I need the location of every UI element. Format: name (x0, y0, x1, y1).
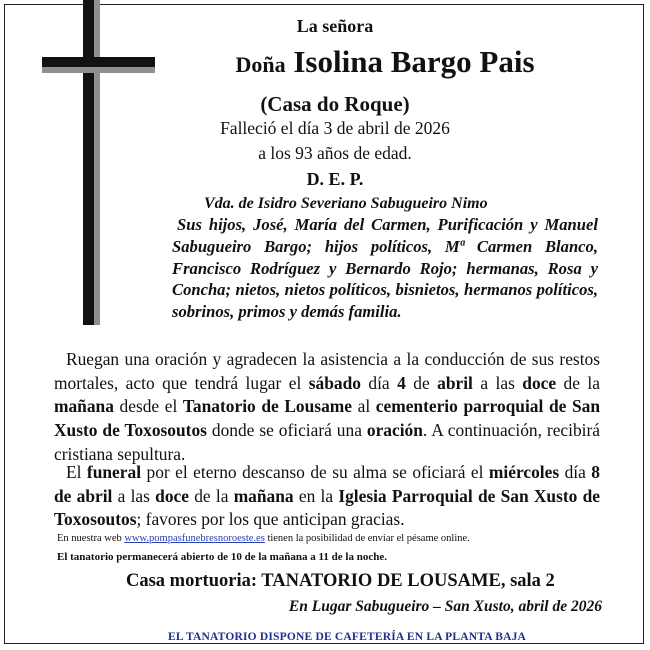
web-notice: En nuestra web www.pompasfunebresnoroeste.es tienen la posibilidad de enviar el pésame online. (57, 533, 470, 544)
death-date: Falleció el día 3 de abril de 2026 (220, 118, 450, 138)
age-line: a los 93 años de edad. (258, 143, 412, 163)
conduction-paragraph: Ruegan una oración y agradecen la asistencia a la conducción de sus restos mortales, acto que tendrá lugar el sábado día 4 de abril a las doce de la mañana desde el Tanatorio de Lousame al cementerio parroquial de San Xusto de Toxosoutos donde se oficiará una oración. A continuación, recibirá cristiana sepultura. (54, 349, 600, 464)
place-date: En Lugar Sabugueiro – San Xusto, abril de 2026 (288, 598, 602, 615)
website-link[interactable]: www.pompasfunebresnoroeste.es (124, 533, 265, 544)
title-prefix: Doña (235, 52, 286, 77)
full-name: Isolina Bargo Pais (293, 44, 535, 79)
deceased-name (150, 44, 620, 80)
funeral-paragraph: El funeral por el eterno descanso de su alma se oficiará el miércoles día 8 de abril a las doce de la mañana en la Iglesia Parroquial de San Xusto de Toxosoutos; favores por los que anticipan gracias. (54, 462, 600, 530)
family-list: Sus hijos, José, María del Carmen, Purificación y Manuel Sabugueiro Bargo; hijos políticos, Mª Carmen Blanco, Francisco Rodríguez y Bernardo Rojo; hermanas, Rosa y Concha; nietos, nietos políticos, bisnietos, hermanos políticos, sobrinos, primos y demás familia. (172, 215, 598, 322)
casa-mortuoria: Casa mortuoria: TANATORIO DE LOUSAME, sala 2 (126, 571, 555, 591)
house-alias: (Casa do Roque) (260, 92, 410, 116)
honorific: La señora (296, 16, 374, 36)
cross-icon (42, 0, 157, 330)
cafeteria-notice: EL TANATORIO DISPONE DE CAFETERÍA EN LA PLANTA BAJA (168, 631, 527, 643)
widow-line: Vda. de Isidro Severiano Sabugueiro Nimo (204, 195, 488, 212)
opening-hours: El tanatorio permanecerá abierto de 10 de la mañana a 11 de la noche. (57, 551, 387, 563)
dep-line: D. E. P. (306, 169, 364, 189)
